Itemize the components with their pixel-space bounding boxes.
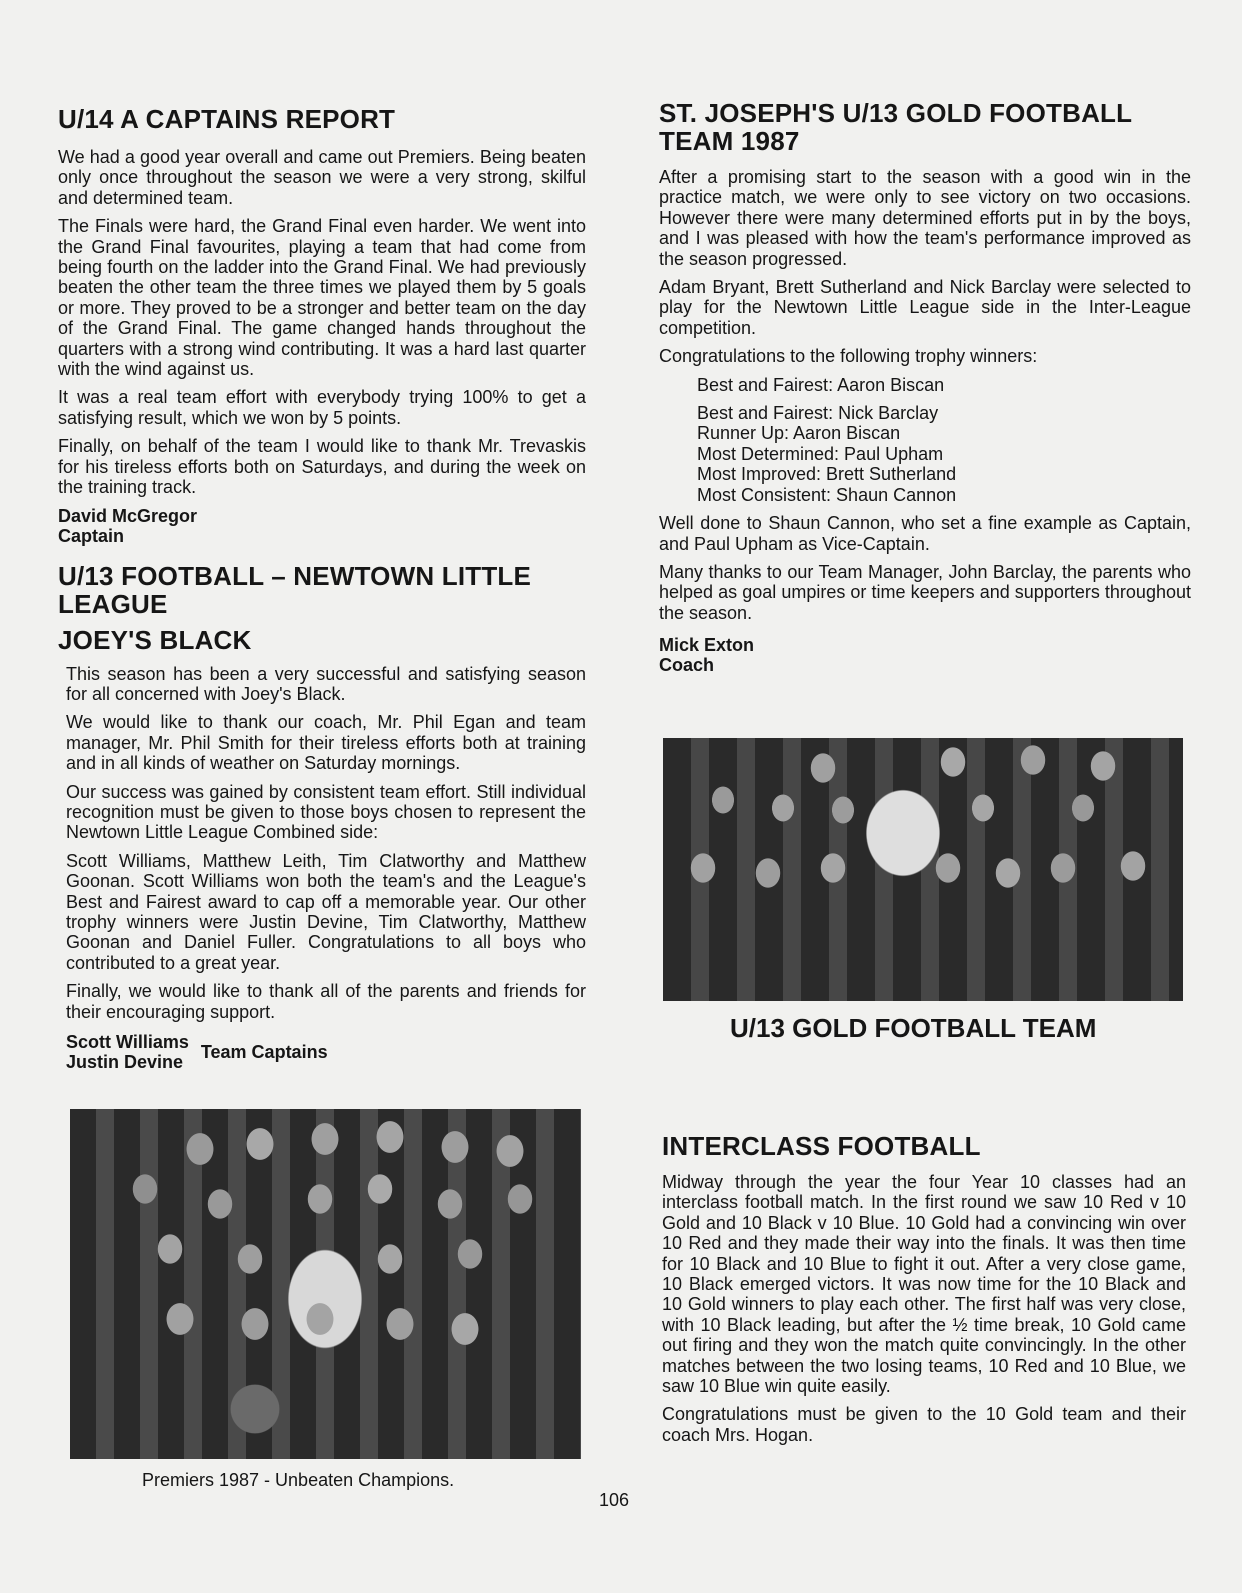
trophy-item: Most Determined: Paul Upham [697,443,944,464]
gold-heading: ST. JOSEPH'S U/13 GOLD FOOTBALL [659,98,1133,128]
gold-paragraph: After a promising start to the season with a good win in the practice match, we were only to see victory on two occasions. However there were many determined efforts put in by the boys, and I was pleased with how the team's performance improved as the season progressed. [659,167,1191,269]
u13-paragraph: Scott Williams, Matthew Leith, Tim Clatworthy and Matthew Goonan. Scott Williams won both the team's and the League's Best and Fairest award to cap off a memorable year. Our other trophy winners were Justin Devine, Tim Clatworthy, Matthew Goonan and Daniel Fuller. Congratulations to all boys who contributed to a great year. [66,850,586,973]
gold-heading-line2: TEAM 1987 [659,126,800,156]
gold-paragraph: Many thanks to our Team Manager, John Barclay, the parents who helped as goal umpires or time keepers and supporters throughout the season. [659,561,1191,623]
captain-name: Scott Williams [66,1032,189,1052]
gold-signature [659,635,1191,675]
page-number: 106 [599,1490,630,1510]
u14-paragraph: We had a good year overall and came out Premiers. Being beaten only once throughout the season we were a very strong, skilful and determined team. [58,147,586,208]
u14-sig-role: Captain [58,525,125,546]
joeys-black-photo-caption: Premiers 1987 - Unbeaten Champions. [142,1470,455,1490]
u14-signature [58,506,586,546]
u14-paragraph: The Finals were hard, the Grand Final even harder. We went into the Grand Final favourites, playing a team that had come from being fourth on the ladder into the Grand Final. We had previously beaten the other team the three times we played them by 5 goals or more. They proved to be a stronger and better team on the day of the Grand Final. The game changed hands throughout the quarters with a strong wind contributing. It was a hard last quarter with the wind against us. [58,216,586,380]
u13-paragraph: This season has been a very successful and satisfying season for all concerned with Joey's Black. [66,663,586,704]
gold-paragraph: Congratulations to the following trophy winners: [659,346,1038,367]
trophy-item: Runner Up: Aaron Biscan [697,423,901,444]
u13-paragraph: Our success was gained by consistent team effort. Still individual recognition must be given to those boys chosen to represent the Newtown Little League Combined side: [66,781,586,843]
right-column [659,98,1191,675]
left-column [58,98,586,1072]
interclass-paragraph: Midway through the year the four Year 10 classes had an interclass football match. In the first round we saw 10 Red v 10 Gold and 10 Black v 10 Blue. 10 Gold had a convincing win over 10 Red and they made their way into the finals. It was then time for 10 Black and 10 Blue to fight it out. After a very close game, 10 Black emerged victors. It was now time for the 10 Black and 10 Gold winners to play each other. The first half was very close, with 10 Black leading, but after the ½ time break, 10 Gold came out firing and they won the match quite convincingly. In the other matches between the two losing teams, 10 Red and 10 Blue, we saw 10 Blue win quite easily. [662,1172,1186,1397]
u14-paragraph: It was a real team effort with everybody trying 100% to get a satisfying result, which we won by 5 points. [58,387,586,428]
gold-paragraph: Adam Bryant, Brett Sutherland and Nick Barclay were selected to play for the Newtown Little League side in the Inter-League competition. [659,277,1191,338]
u13-subheading: JOEY'S BLACK [58,624,252,655]
u14-heading: U/14 A CAPTAINS REPORT [58,104,396,134]
trophy-item: Best and Fairest: Nick Barclay [697,403,939,424]
team-captains-label: Team Captains [200,1042,328,1062]
gold-sig-role: Coach [659,655,715,676]
joeys-black-team-photo [70,1109,581,1459]
gold-team-photo [663,738,1183,1001]
u14-sig-name: David McGregor [58,505,198,526]
gold-sig-name: Mick Exton [659,635,755,656]
u14-paragraph: Finally, on behalf of the team I would like to thank Mr. Trevaskis for his tireless efforts both on Saturdays, and during the week on the training track. [58,436,586,498]
interclass-paragraph: Congratulations must be given to the 10 Gold team and their coach Mrs. Hogan. [662,1404,1186,1445]
u13-heading: U/13 FOOTBALL – NEWTOWN LITTLE LEAGUE [58,560,532,619]
trophy-item: Most Consistent: Shaun Cannon [697,484,957,505]
interclass-section [662,1132,1186,1453]
u13-body [58,664,586,1073]
u13-captains [66,1032,586,1072]
trophy-list-b [659,403,1191,505]
trophy-item: Best and Fairest: Aaron Biscan [697,374,945,395]
gold-paragraph: Well done to Shaun Cannon, who set a fine example as Captain, and Paul Upham as Vice-Captain. [659,513,1191,554]
interclass-heading: INTERCLASS FOOTBALL [662,1131,981,1161]
captain-name: Justin Devine [66,1052,184,1072]
gold-photo-caption: U/13 GOLD FOOTBALL TEAM [730,1013,1097,1043]
u13-paragraph: We would like to thank our coach, Mr. Phil Egan and team manager, Mr. Phil Smith for their tireless efforts both at training and in all kinds of weather on Saturday mornings. [66,712,586,774]
trophy-list-a [659,375,1191,395]
u13-paragraph: Finally, we would like to thank all of the parents and friends for their encouraging support. [66,981,586,1022]
trophy-item: Most Improved: Brett Sutherland [697,464,957,485]
